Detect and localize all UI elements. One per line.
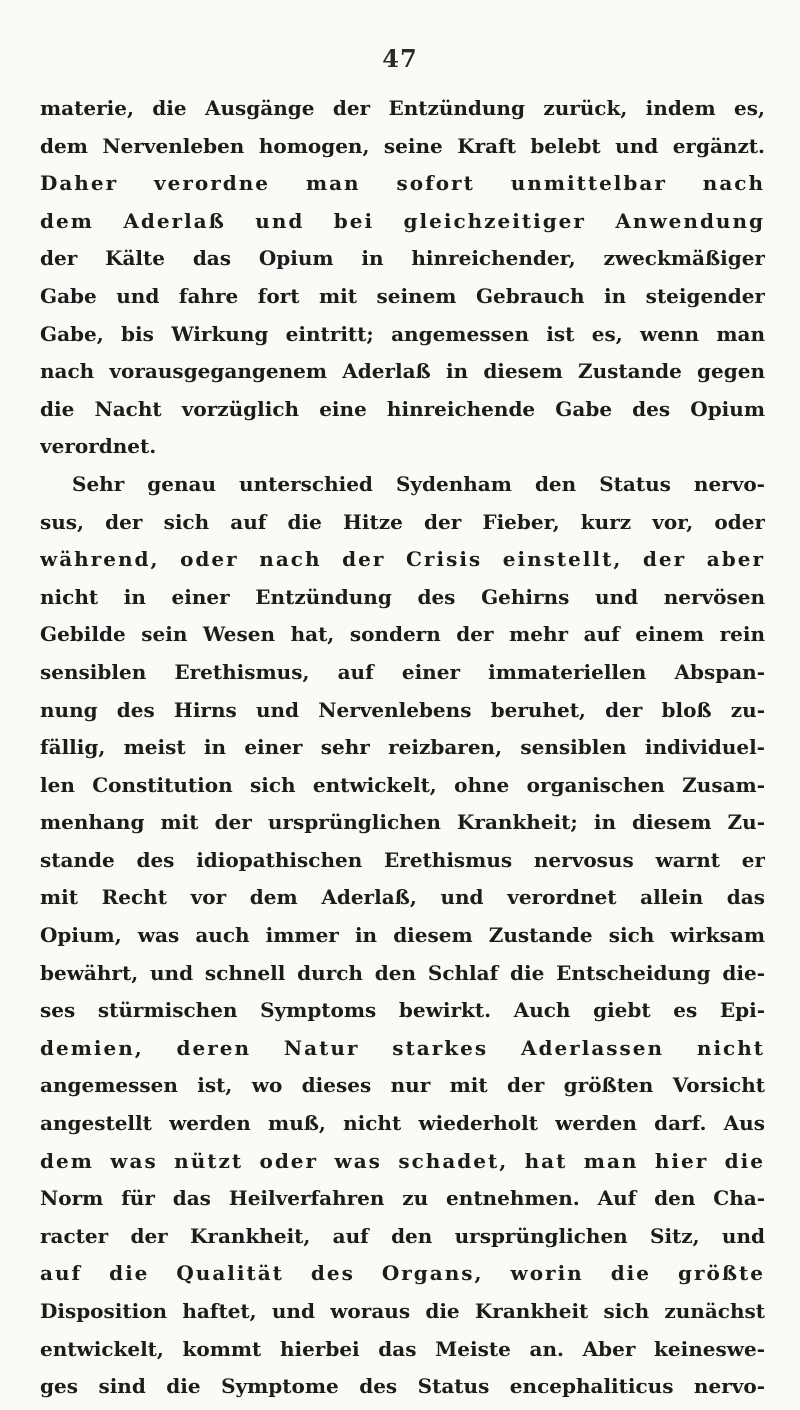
text-line: materie, die Ausgänge der Entzündung zurück, indem es, — [40, 96, 765, 120]
text-line: der Kälte das Opium in hinreichender, zweckmäßiger — [40, 246, 765, 271]
text-line: ges sind die Symptome des Status encephaliticus nervo- — [40, 1374, 765, 1399]
text-line: nicht in einer Entzündung des Gehirns und nervösen — [40, 584, 765, 609]
text-line: Gabe, bis Wirkung eintritt; angemessen ist es, wenn man — [40, 321, 765, 346]
text-line: auf die Qualität des Organs, worin die größte — [40, 1261, 765, 1286]
text-line: nung des Hirns und Nervenlebens beruhet, der bloß zu- — [40, 697, 765, 722]
text-line: demien, deren Natur starkes Aderlassen nicht — [40, 1035, 765, 1060]
text-line: Sehr genau unterschied Sydenham den Status nervo- — [72, 471, 765, 496]
text-line: Norm für das Heilverfahren zu entnehmen. Auf den Cha- — [40, 1186, 765, 1211]
text-line: ses stürmischen Symptoms bewirkt. Auch giebt es Epi- — [40, 998, 765, 1023]
text-line: verordnet. — [40, 434, 157, 459]
text-line: racter der Krankheit, auf den ursprünglichen Sitz, und — [40, 1223, 765, 1248]
text-line: dem Nervenleben homogen, seine Kraft belebt und ergänzt. — [40, 133, 765, 158]
text-line: angestellt werden muß, nicht wiederholt werden darf. Aus — [40, 1111, 765, 1136]
text-line: entwickelt, kommt hierbei das Meiste an. Aber keineswe- — [40, 1336, 765, 1361]
text-line: die Nacht vorzüglich eine hinreichende Gabe des Opium — [40, 396, 765, 421]
text-line: nach vorausgegangenem Aderlaß in diesem Zustande gegen — [40, 359, 765, 384]
text-line: Opium, was auch immer in diesem Zustande sich wirksam — [40, 923, 765, 948]
page-number: 47 — [382, 44, 418, 73]
text-line: stande des idiopathischen Erethismus nervosus warnt er — [40, 847, 765, 872]
text-line: bewährt, und schnell durch den Schlaf die Entscheidung die- — [40, 960, 765, 985]
body-text — [40, 90, 765, 1406]
text-line: menhang mit der ursprünglichen Krankheit; in diesem Zu- — [40, 810, 765, 835]
text-line: dem was nützt oder was schadet, hat man hier die — [40, 1148, 765, 1173]
text-line: fällig, meist in einer sehr reizbaren, sensiblen individuel- — [40, 735, 765, 760]
text-line: Daher verordne man sofort unmittelbar nach — [40, 171, 765, 196]
text-line: sus, der sich auf die Hitze der Fieber, kurz vor, oder — [40, 509, 765, 534]
text-line: sensiblen Erethismus, auf einer immateriellen Abspan- — [40, 659, 765, 684]
text-line: Disposition haftet, und woraus die Krankheit sich zunächst — [40, 1299, 765, 1323]
text-line: Gabe und fahre fort mit seinem Gebrauch in steigender — [40, 283, 765, 308]
text-line: angemessen ist, wo dieses nur mit der größten Vorsicht — [40, 1073, 765, 1098]
text-line: dem Aderlaß und bei gleichzeitiger Anwendung — [40, 208, 765, 233]
text-line: Gebilde sein Wesen hat, sondern der mehr auf einem rein — [40, 622, 765, 647]
text-line: mit Recht vor dem Aderlaß, und verordnet allein das — [40, 885, 765, 910]
text-line: während, oder nach der Crisis einstellt, der aber — [40, 547, 765, 572]
text-line: len Constitution sich entwickelt, ohne organischen Zusam- — [40, 772, 765, 797]
